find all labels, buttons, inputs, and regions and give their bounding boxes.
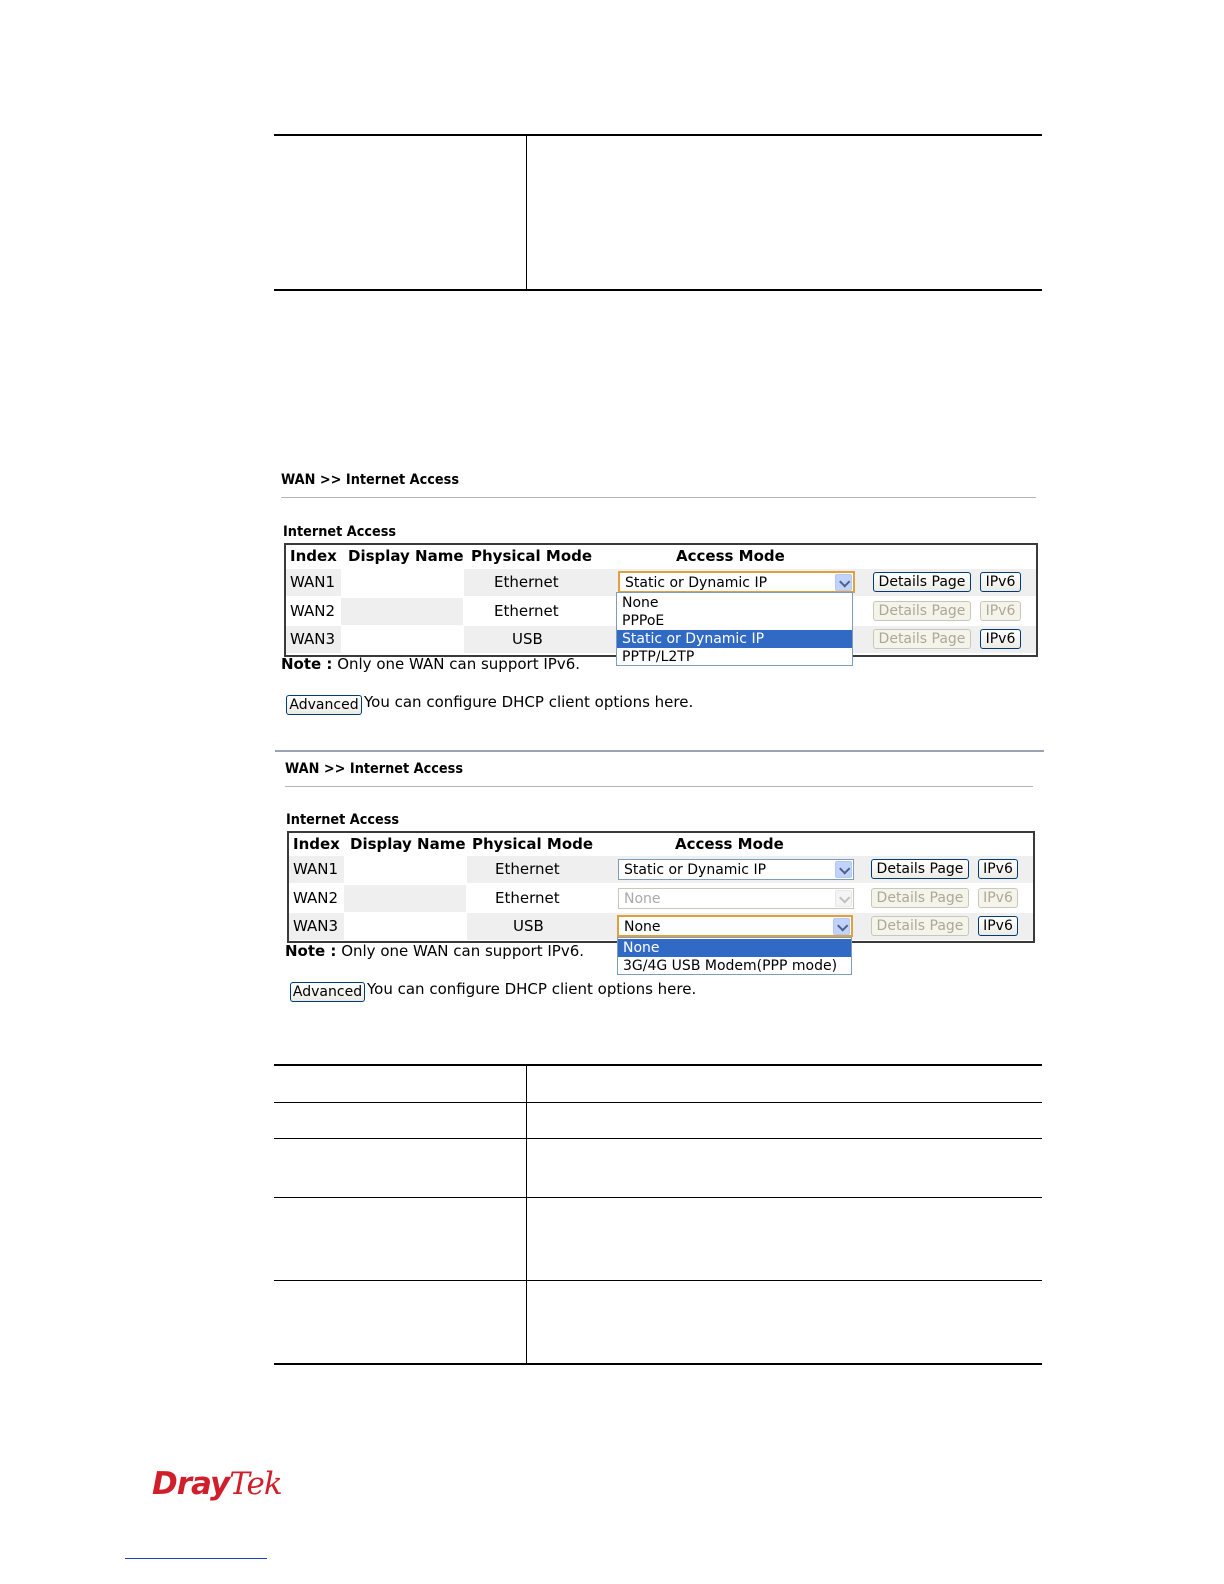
details-page-button[interactable]: Details Page xyxy=(871,859,969,879)
access-mode-value: Static or Dynamic IP xyxy=(625,575,768,591)
ipv6-button[interactable]: IPv6 xyxy=(978,859,1018,879)
row-physical-mode: Ethernet xyxy=(495,889,560,907)
display-name-cell xyxy=(344,856,467,883)
ipv6-note xyxy=(285,942,584,960)
details-page-button[interactable]: Details Page xyxy=(873,629,971,649)
table-row-wan1 xyxy=(289,856,1033,883)
access-mode-dropdown-list xyxy=(617,937,852,975)
dropdown-option-pppoe[interactable]: PPPoE xyxy=(622,613,665,629)
advanced-description: You can configure DHCP client options here. xyxy=(367,980,697,998)
access-mode-dropdown-list xyxy=(616,592,853,666)
ipv6-button[interactable]: IPv6 xyxy=(978,888,1018,908)
display-name-cell xyxy=(341,569,464,596)
dropdown-option-none[interactable]: None xyxy=(618,939,851,957)
display-name-cell xyxy=(344,885,467,912)
top-table-top-border xyxy=(274,134,1042,136)
chevron-down-icon[interactable] xyxy=(835,890,852,907)
internet-access-table xyxy=(287,831,1035,943)
details-page-button[interactable]: Details Page xyxy=(873,572,971,592)
row-index: WAN3 xyxy=(290,630,336,648)
row-index: WAN1 xyxy=(290,573,336,591)
display-name-cell xyxy=(341,598,464,625)
section-title: Internet Access xyxy=(283,524,397,540)
ipv6-button[interactable]: IPv6 xyxy=(980,601,1021,621)
logo-dray: Dray xyxy=(152,1466,230,1502)
breadcrumb-divider xyxy=(281,497,1036,498)
details-page-button[interactable]: Details Page xyxy=(873,601,971,621)
top-table-divider xyxy=(526,136,527,290)
column-header-index: Index xyxy=(290,547,337,565)
logo-tek: Tek xyxy=(229,1466,282,1502)
dropdown-option-pptp-l2tp[interactable]: PPTP/L2TP xyxy=(622,649,695,665)
column-header-display-name: Display Name xyxy=(348,547,464,565)
note-label: Note : xyxy=(281,655,333,673)
advanced-description: You can configure DHCP client options here. xyxy=(364,693,694,711)
top-table-bottom-border xyxy=(274,289,1042,291)
display-name-cell xyxy=(344,913,467,940)
panel-separator xyxy=(275,750,1044,752)
column-header-access-mode: Access Mode xyxy=(676,547,785,565)
access-mode-select[interactable] xyxy=(618,859,854,880)
column-header-display-name: Display Name xyxy=(350,835,466,853)
breadcrumb: WAN >> Internet Access xyxy=(281,472,459,488)
display-name-cell xyxy=(341,626,464,653)
advanced-button[interactable]: Advanced xyxy=(290,982,365,1002)
breadcrumb-divider xyxy=(285,786,1033,787)
chevron-down-icon[interactable] xyxy=(835,574,852,591)
bottom-table-top-border xyxy=(274,1064,1042,1066)
dropdown-option-3g4g-usb-modem[interactable]: 3G/4G USB Modem(PPP mode) xyxy=(623,958,838,974)
ipv6-button[interactable]: IPv6 xyxy=(980,629,1021,649)
ipv6-note xyxy=(281,655,580,673)
access-mode-value: None xyxy=(624,919,661,935)
access-mode-select[interactable] xyxy=(618,571,855,593)
advanced-button[interactable]: Advanced xyxy=(286,695,362,715)
bottom-table-bottom-border xyxy=(274,1363,1042,1365)
column-header-physical-mode: Physical Mode xyxy=(472,835,594,853)
column-header-index: Index xyxy=(293,835,340,853)
breadcrumb: WAN >> Internet Access xyxy=(285,761,463,777)
note-label: Note : xyxy=(285,942,337,960)
access-mode-value: Static or Dynamic IP xyxy=(624,862,767,878)
row-physical-mode: Ethernet xyxy=(494,602,559,620)
table-row-wan3 xyxy=(289,913,1033,940)
row-index: WAN3 xyxy=(293,917,339,935)
note-text: Only one WAN can support IPv6. xyxy=(336,942,585,960)
row-index: WAN2 xyxy=(293,889,339,907)
bottom-table-row-line xyxy=(274,1138,1042,1139)
details-page-button[interactable]: Details Page xyxy=(871,888,969,908)
access-mode-select[interactable] xyxy=(617,915,853,937)
chevron-down-icon[interactable] xyxy=(833,918,850,935)
chevron-down-icon[interactable] xyxy=(835,861,852,878)
row-physical-mode: USB xyxy=(512,630,543,648)
column-header-access-mode: Access Mode xyxy=(675,835,784,853)
section-title: Internet Access xyxy=(286,812,400,828)
footer-underline xyxy=(125,1558,267,1559)
draytek-logo xyxy=(152,1466,282,1502)
row-index: WAN1 xyxy=(293,860,339,878)
bottom-table-divider xyxy=(526,1066,527,1364)
dropdown-option-none[interactable]: None xyxy=(622,595,659,611)
ipv6-button[interactable]: IPv6 xyxy=(978,916,1018,936)
bottom-table-row-line xyxy=(274,1280,1042,1281)
access-mode-value: None xyxy=(624,891,661,907)
row-physical-mode: Ethernet xyxy=(495,860,560,878)
bottom-table-row-line xyxy=(274,1197,1042,1198)
row-physical-mode: Ethernet xyxy=(494,573,559,591)
column-header-physical-mode: Physical Mode xyxy=(471,547,593,565)
access-mode-select[interactable] xyxy=(618,888,854,909)
details-page-button[interactable]: Details Page xyxy=(871,916,969,936)
bottom-table-row-line xyxy=(274,1102,1042,1103)
table-row-wan2 xyxy=(289,885,1033,912)
note-text: Only one WAN can support IPv6. xyxy=(332,655,581,673)
row-physical-mode: USB xyxy=(513,917,544,935)
row-index: WAN2 xyxy=(290,602,336,620)
ipv6-button[interactable]: IPv6 xyxy=(980,572,1021,592)
dropdown-option-static-dynamic-ip[interactable]: Static or Dynamic IP xyxy=(617,630,852,648)
